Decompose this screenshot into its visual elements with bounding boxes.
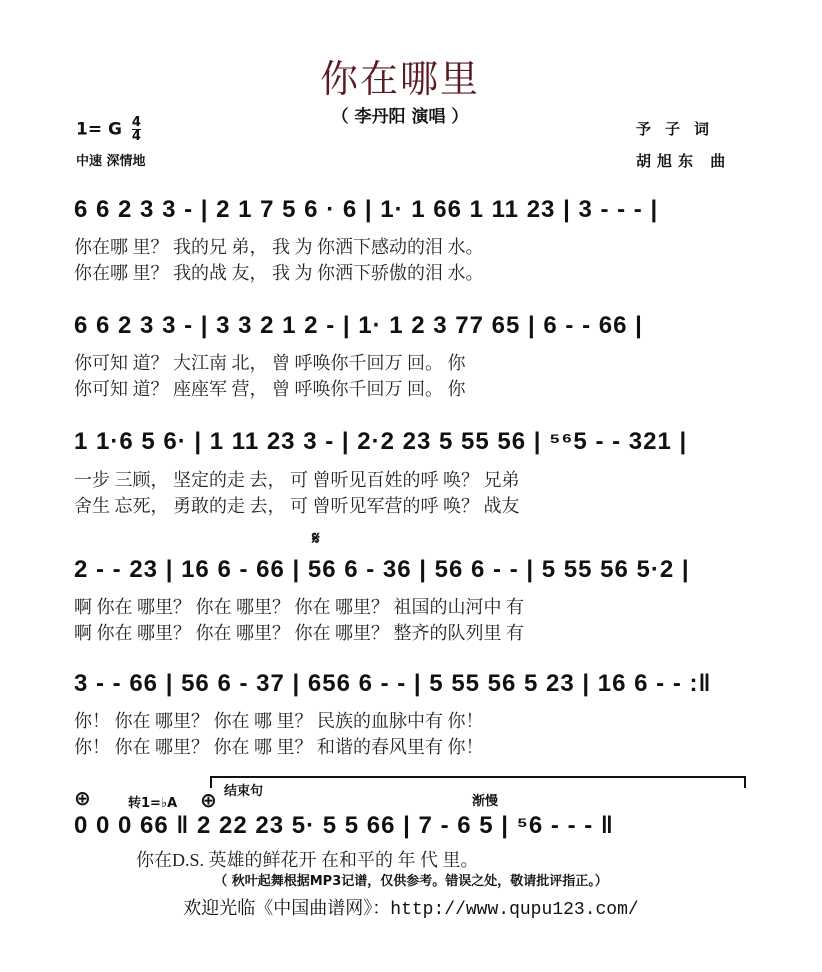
notation-line-5: 3 - - 66 | 56 6 - 37 | 656 6 - - | 5 55 56 5 23 | 16 6 - - :‖ xyxy=(74,670,712,697)
key-label: 1= G xyxy=(76,119,122,140)
lyric-line-1-verse-1: 你在哪 里？ 我的兄 弟， 我 为 你洒下感动的泪 水。 xyxy=(74,237,484,257)
modulation-marking: 转1=♭A xyxy=(128,796,178,811)
lyricist-credit: 予子词 xyxy=(636,120,724,138)
singer-credit: （ 李丹阳 演唱 ） xyxy=(331,107,469,127)
key-signature xyxy=(76,116,141,143)
lyric-line-4-verse-1: 啊 你在 哪里？ 你在 哪里？ 你在 哪里？ 祖国的山河中 有 xyxy=(74,597,524,617)
segno-icon: 𝄋 xyxy=(312,528,320,549)
coda-icon: ⊕ xyxy=(74,786,91,810)
lyric-line-3-verse-2: 舍生 忘死， 勇敢的走 去， 可 曾听见军营的呼 唤？ 战友 xyxy=(74,496,520,516)
lyric-line-5-verse-2: 你！ 你在 哪里？ 你在 哪 里？ 和谐的春风里有 你！ xyxy=(74,737,484,757)
notation-line-3: 1 1·6 5 6· | 1 11 23 3 - | 2·2 23 5 55 56 | ⁵⁶5 - - 321 | xyxy=(74,428,688,455)
transcription-note: （ 秋叶起舞根据MP3记谱，仅供参考。错误之处，敬请批评指正。） xyxy=(214,874,608,889)
lyric-line-3-verse-1: 一步 三顾， 坚定的走 去， 可 曾听见百姓的呼 唤？ 兄弟 xyxy=(74,470,520,490)
notation-line-6: 0 0 0 66 ‖ 2 22 23 5· 5 5 66 | 7 - 6 5 | ⁵6 - - - ‖ xyxy=(74,812,614,839)
website-credit: 欢迎光临《中国曲谱网》：http://www.qupu123.com/ xyxy=(183,900,639,920)
ending-bracket xyxy=(210,776,746,788)
notation-line-4: 2 - - 23 | 16 6 - 66 | 56 6 - 36 | 56 6 - - | 5 55 56 5·2 | xyxy=(74,556,690,583)
lyric-line-4-verse-2: 啊 你在 哪里？ 你在 哪里？ 你在 哪里？ 整齐的队列里 有 xyxy=(74,623,524,643)
ending-label: 结束句 xyxy=(224,784,264,799)
lyric-line-2-verse-1: 你可知 道？ 大江南 北， 曾 呼唤你千回万 回。 你 xyxy=(74,353,466,373)
lyric-line-1-verse-2: 你在哪 里？ 我的战 友， 我 为 你洒下骄傲的泪 水。 xyxy=(74,263,484,283)
ritardando-marking: 渐慢 xyxy=(472,794,499,809)
notation-line-2: 6 6 2 3 3 - | 3 3 2 1 2 - | 1· 1 2 3 77 65 | 6 - - 66 | xyxy=(74,312,643,339)
lyric-line-6: 你在D.S. 英雄的鲜花开 在和平的 年 代 里。 xyxy=(136,850,479,870)
lyric-line-5-verse-1: 你！ 你在 哪里？ 你在 哪 里？ 民族的血脉中有 你！ xyxy=(74,711,484,731)
tempo-marking: 中速 深情地 xyxy=(76,154,146,169)
coda-icon-2: ⊕ xyxy=(200,788,217,812)
song-title: 你在哪里 xyxy=(319,57,480,101)
time-signature: $\frac{4}{4}$ xyxy=(131,115,141,144)
notation-line-1: 6 6 2 3 3 - | 2 1 7 5 6 · 6 | 1· 1 66 1 11 23 | 3 - - - | xyxy=(74,196,659,223)
composer-credit: 胡旭东 曲 xyxy=(636,152,732,170)
lyric-line-2-verse-2: 你可知 道？ 座座军 营， 曾 呼唤你千回万 回。 你 xyxy=(74,379,466,399)
